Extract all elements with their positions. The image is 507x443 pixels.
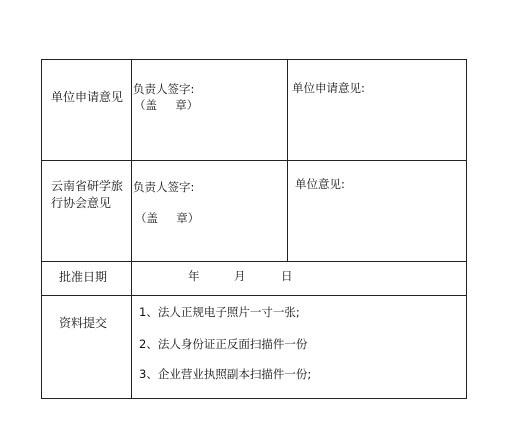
approval-date-label: 批准日期 xyxy=(59,270,108,284)
unit-application-label: 单位申请意见 xyxy=(51,90,124,104)
association-signer-label: 负责人签字: xyxy=(133,180,195,194)
materials-label: 资料提交 xyxy=(59,316,108,330)
association-seal-label: （盖 章） xyxy=(135,211,200,225)
seal-label: （盖 章） xyxy=(134,98,199,112)
row-divider-1 xyxy=(41,160,467,161)
association-label-line2: 行协会意见 xyxy=(51,196,112,210)
material-item-2: 2、法人身份证正反面扫描件一份 xyxy=(139,337,308,351)
row-divider-2 xyxy=(41,261,467,262)
association-label-line1: 云南省研学旅 xyxy=(51,179,124,193)
application-form-table xyxy=(41,59,467,399)
material-item-1: 1、法人正规电子照片一寸一张; xyxy=(139,305,300,319)
signer-label: 负责人签字: xyxy=(133,82,195,96)
label-column-divider xyxy=(131,59,132,399)
unit-application-right-label: 单位申请意见: xyxy=(292,81,365,95)
opinion-column-divider xyxy=(287,59,288,261)
approval-month: 月 xyxy=(234,269,246,283)
association-right-label: 单位意见: xyxy=(295,177,345,191)
table-border-left xyxy=(41,59,42,399)
approval-year: 年 xyxy=(188,269,200,283)
material-item-3: 3、企业营业执照副本扫描件一份; xyxy=(139,367,312,381)
approval-day: 日 xyxy=(281,269,293,283)
table-border-bottom xyxy=(41,398,467,399)
table-border-top xyxy=(41,59,467,60)
table-border-right xyxy=(466,59,467,399)
row-divider-3 xyxy=(41,295,467,296)
